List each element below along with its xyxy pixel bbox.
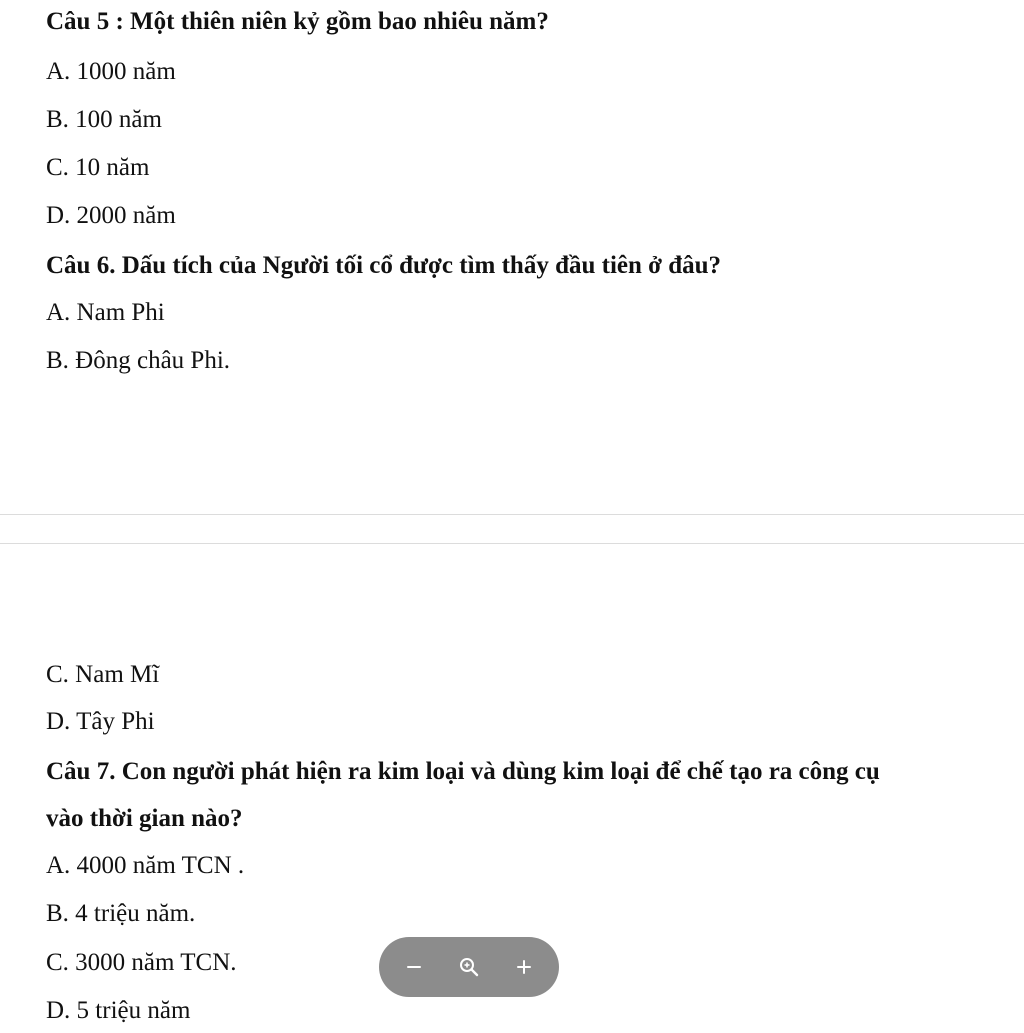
- question-5: Câu 5 : Một thiên niên kỷ gồm bao nhiêu năm?: [46, 8, 549, 35]
- q6-option-a: A. Nam Phi: [46, 299, 165, 326]
- zoom-in-button[interactable]: [502, 945, 546, 989]
- plus-icon: [515, 958, 533, 976]
- question-7-line-2: vào thời gian nào?: [46, 805, 243, 832]
- magnifier-icon: [458, 956, 480, 978]
- question-6: Câu 6. Dấu tích của Người tối cổ được tìm thấy đầu tiên ở đâu?: [46, 252, 722, 279]
- q5-option-c: C. 10 năm: [46, 154, 150, 181]
- q7-option-c: C. 3000 năm TCN.: [46, 949, 237, 976]
- page-divider-bottom: [0, 543, 1024, 544]
- q7-option-b: B. 4 triệu năm.: [46, 900, 196, 927]
- zoom-controls: [379, 937, 559, 997]
- q5-option-b: B. 100 năm: [46, 106, 162, 133]
- zoom-reset-button[interactable]: [447, 945, 491, 989]
- q5-option-a: A. 1000 năm: [46, 58, 176, 85]
- q6-option-b: B. Đông châu Phi.: [46, 347, 231, 374]
- q7-option-a: A. 4000 năm TCN .: [46, 852, 245, 879]
- q5-option-d: D. 2000 năm: [46, 202, 176, 229]
- q6-option-c: C. Nam Mĩ: [46, 661, 160, 688]
- q6-option-d: D. Tây Phi: [46, 708, 155, 735]
- page-divider-top: [0, 514, 1024, 515]
- minus-icon: [405, 958, 423, 976]
- question-7-line-1: Câu 7. Con người phát hiện ra kim loại và dùng kim loại để chế tạo ra công cụ: [46, 758, 880, 785]
- q7-option-d: D. 5 triệu năm: [46, 997, 191, 1024]
- zoom-out-button[interactable]: [392, 945, 436, 989]
